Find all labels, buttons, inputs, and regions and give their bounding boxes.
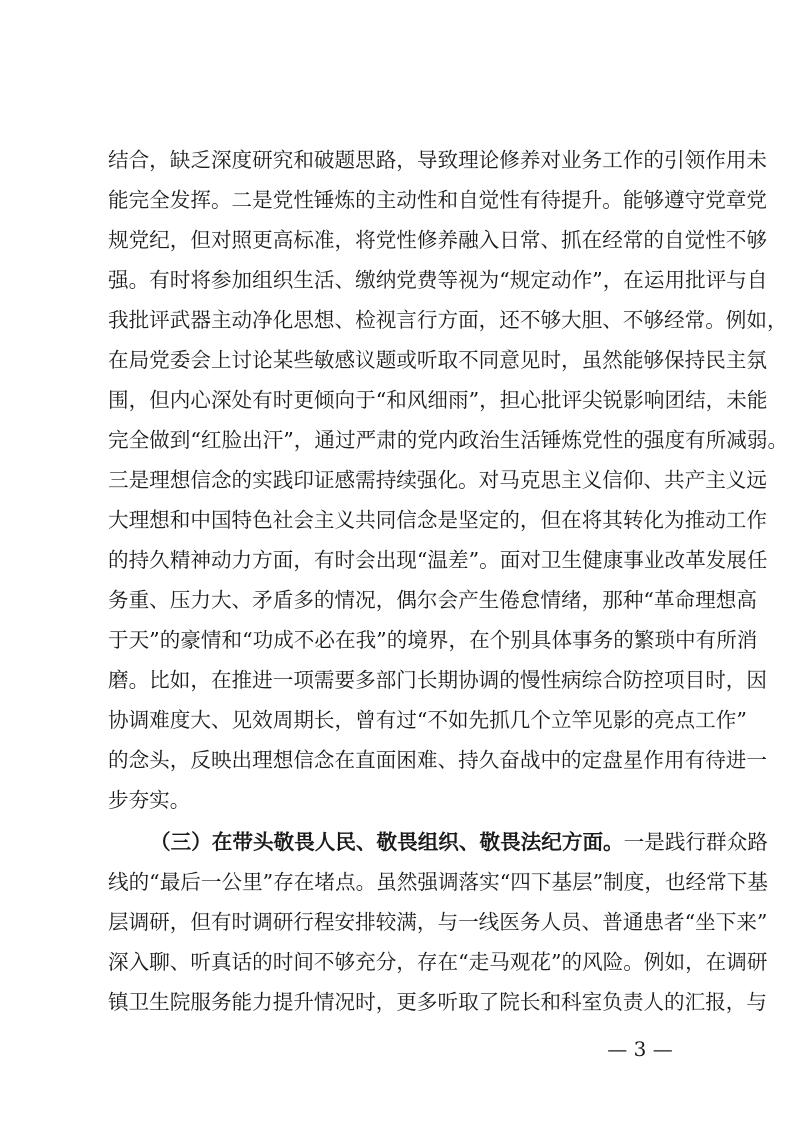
text-line: 完全做到“红脸出汗”，通过严肃的党内政治生活锤炼党性的强度有所减弱。 [108,428,789,452]
text-line: 围，但内心深处有时更倾向于“和风细雨”，担心批评尖锐影响团结，未能 [108,388,768,412]
section-heading: （三）在带头敬畏人民、敬畏组织、敬畏法纪方面。 [150,830,624,854]
text-line: 务重、压力大、矛盾多的情况，偶尔会产生倦怠情绪，那种“革命理想高 [108,588,757,612]
text-line: 的念头，反映出理想信念在直面困难、持久奋战中的定盘星作用有待进一 [108,748,767,772]
section-heading-line [108,822,768,862]
page-number: — 3 — [607,1037,673,1061]
text-line: 的持久精神动力方面，有时会出现“温差”。面对卫生健康事业改革发展任 [108,548,768,572]
text-line: 三是理想信念的实践印证感需持续强化。对马克思主义信仰、共产主义远 [108,468,767,492]
text-line: 规党纪，但对照更高标准，将党性修养融入日常、抓在经常的自觉性不够 [108,228,767,252]
text-line: 我批评武器主动净化思想、检视言行方面，还不够大胆、不够经常。例如， [108,308,788,332]
section-heading-rest: 一是践行群众路 [623,830,768,854]
text-line: 于天”的豪情和“功成不必在我”的境界，在个别具体事务的繁琐中有所消 [108,628,758,652]
text-line: 磨。比如，在推进一项需要多部门长期协调的慢性病综合防控项目时，因 [108,668,767,692]
text-line: 能完全发挥。二是党性锤炼的主动性和自觉性有待提升。能够遵守党章党 [108,188,767,212]
text-line: 步夯实。 [108,788,191,812]
text-line: 在局党委会上讨论某些敏感议题或听取不同意见时，虽然能够保持民主氛 [108,348,767,372]
text-line: 强。有时将参加组织生活、缴纳党费等视为“规定动作”，在运用批评与自 [108,268,768,292]
text-line: 线的“最后一公里”存在堵点。虽然强调落实“四下基层”制度，也经常下基 [108,870,768,894]
text-line: 大理想和中国特色社会主义共同信念是坚定的，但在将其转化为推动工作 [108,508,767,532]
text-line: 层调研，但有时调研行程安排较满，与一线医务人员、普通患者“坐下来” [108,910,768,934]
text-line: 协调难度大、见效周期长，曾有过“不如先抓几个立竿见影的亮点工作” [108,708,747,732]
text-line: 深入聊、听真话的时间不够充分，存在“走马观花”的风险。例如，在调研 [108,950,768,974]
text-line: 镇卫生院服务能力提升情况时，更多听取了院长和科室负责人的汇报，与 [108,990,767,1014]
text-line: 结合，缺乏深度研究和破题思路，导致理论修养对业务工作的引领作用未 [108,148,767,172]
